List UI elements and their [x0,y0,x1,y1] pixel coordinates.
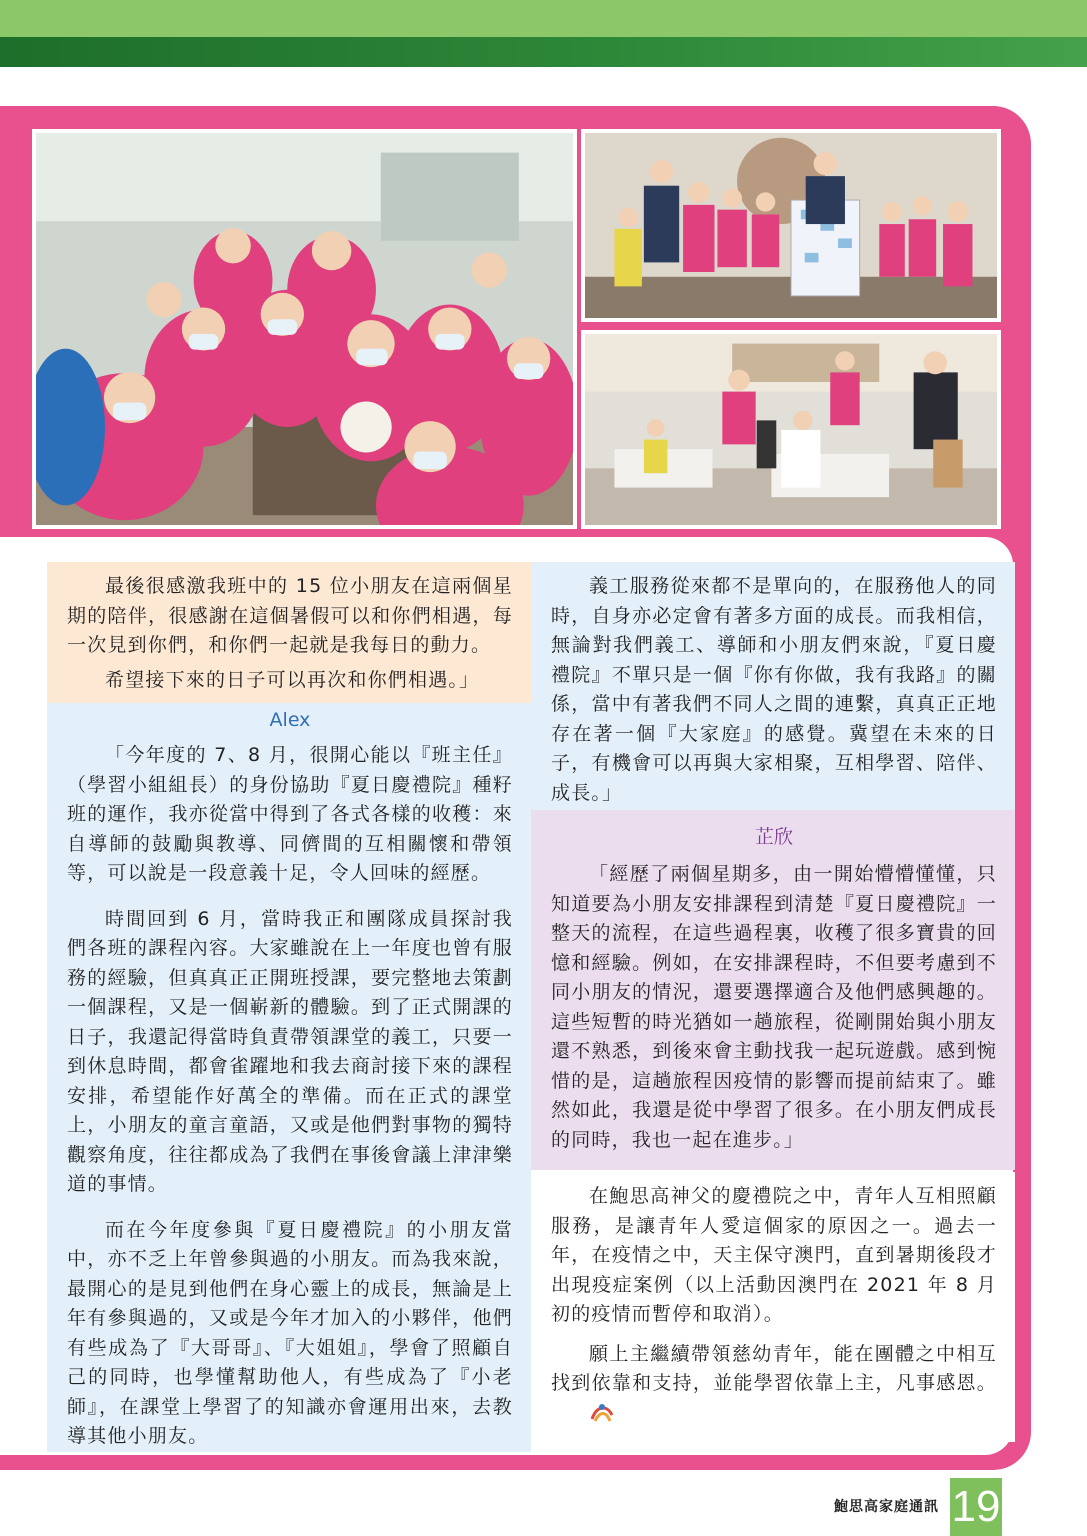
right-intro-paragraph: 義工服務從來都不是單向的，在服務他人的同時，自身亦必定會有著多方面的成長。而我相信，無論對我們義工、導師和小朋友們來說，『夏日慶禮院』不單只是一個『你有你做，我有我路』的關係，當中有著我們不同人之間的連繫，真真正正地存在著一個『大家庭』的感覺。冀望在未來的日子，有機會可以再與大家相聚，互相學習、陪伴、成長。」 [551,575,997,804]
right-intro-box [531,562,1015,810]
group-photo-large [32,129,577,529]
alex-paragraph-2: 時間回到 6 月，當時我正和團隊成員探討我們各班的課程內容。大家雖說在上一年度也曾有服務的經驗，但真真正正開班授課，要完整地去策劃一個課程，又是一個嶄新的體驗。到了正式開課的日子，我還記得當時負責帶領課堂的義工，只要一到休息時間，都會雀躍地和我去商討接下來的課程安排，希望能作好萬全的準備。而在正式的課堂上，小朋友的童言童語，又或是他們對事物的獨特觀察角度，往往都成為了我們在事後會議上津津樂道的事情。 [67,907,513,1195]
left-intro-paragraph-1: 最後很感激我班中的 15 位小朋友在這兩個星期的陪伴，很感謝在這個暑假可以和你們相遇，每一次見到你們，和你們一起就是我每日的動力。 [67,575,513,656]
closing-paragraph-1: 在鮑思高神父的慶禮院之中，青年人互相照顧服務，是讓青年人愛這個家的原因之一。過去一年，在疫情之中，天主保守澳門，直到暑期後段才出現疫症案例（以上活動因澳門在 2021 年 8 月初的疫情而暫停和取消）。 [551,1185,997,1325]
closing-paragraph-2-text: 願上主繼續帶領慈幼青年，能在團體之中相互找到依靠和支持，並能學習依靠上主，凡事感恩。 [551,1342,997,1394]
page-number: 19 [950,1478,1002,1536]
header-band-dark [0,37,1087,67]
closing-paragraph-2 [551,1340,997,1429]
zhixin-section [531,810,1015,1170]
salesian-logo-icon [551,1401,577,1425]
group-photo-whiteboard [581,129,1001,322]
alex-section [47,703,531,1452]
left-intro-paragraph-2: 希望接下來的日子可以再次和你們相遇。」 [105,668,480,691]
footer-publication-title: 鮑思高家庭通訊 [834,1499,939,1515]
left-intro-box [47,562,531,703]
alex-paragraph-3: 而在今年度參與『夏日慶禮院』的小朋友當中，亦不乏上年曾參與過的小朋友。而為我來說，最開心的是見到他們在身心靈上的成長，無論是上年有參與過的，又或是今年才加入的小夥伴，他們有些成為了『大哥哥』、『大姐姐』，學會了照顧自己的同時，也學懂幫助他人，有些成為了『小老師』，在課堂上學習了的知識亦會運用出來，去教導其他小朋友。 [67,1218,513,1447]
zhixin-paragraph: 「經歷了兩個星期多，由一開始懵懵懂懂，只知道要為小朋友安排課程到清楚『夏日慶禮院』一整天的流程，在這些過程裏，收穫了很多寶貴的回憶和經驗。例如，在安排課程時，不但要考慮到不同小朋友的情況，還要選擇適合及他們感興趣的。這些短暫的時光猶如一趟旅程，從剛開始與小朋友還不熟悉，到後來會主動找我一起玩遊戲。感到惋惜的是，這趟旅程因疫情的影響而提前結束了。雖然如此，我還是從中學習了很多。在小朋友們成長的同時，我也一起在進步。」 [551,863,997,1151]
alex-paragraph-1: 「今年度的 7、8 月，很開心能以『班主任』（學習小組組長）的身份協助『夏日慶禮院』種籽班的運作，我亦從當中得到了各式各樣的收穫：來自導師的鼓勵與教導、同儕間的互相關懷和帶領等，可以說是一段意義十足，令人回味的經歷。 [67,744,513,884]
music-class-photo [581,330,1001,529]
header-band-light [0,0,1087,37]
zhixin-name: 芷欣 [754,826,793,848]
closing-section [531,1172,1015,1442]
alex-name: Alex [269,709,311,731]
